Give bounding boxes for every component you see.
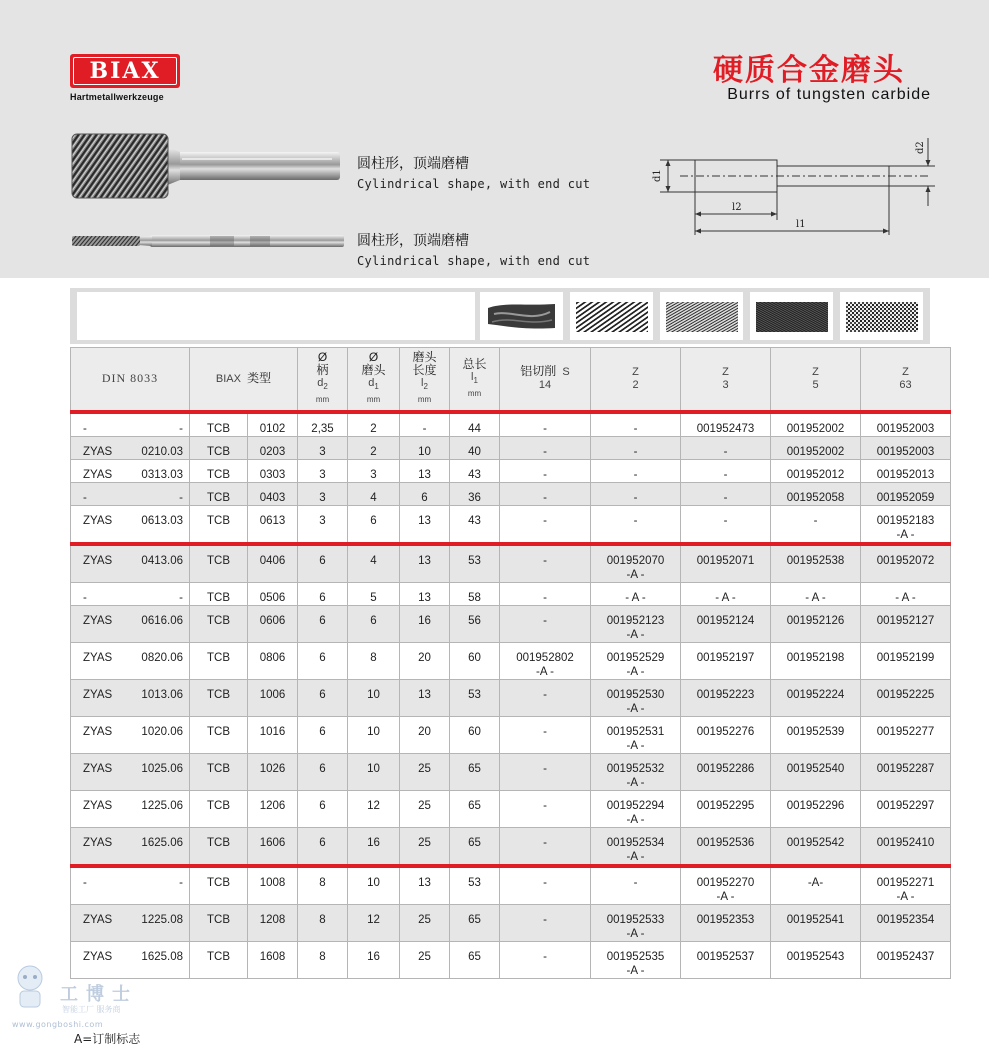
diagram-l1-label: l1 — [796, 219, 806, 230]
cell-z63: 001952437 — [861, 941, 951, 978]
cell-s14: - — [500, 459, 591, 482]
col-total-length: 总长 $l_1$ mm — [450, 348, 500, 412]
watermark — [10, 962, 160, 1032]
cell-z5: 001952296 — [771, 790, 861, 827]
cell-z5: 001952126 — [771, 605, 861, 642]
cut-z3-image — [660, 292, 743, 340]
cell-l2: 25 — [400, 790, 450, 827]
cell-l1: 65 — [450, 941, 500, 978]
cell-l1: 65 — [450, 790, 500, 827]
cell-d1: 10 — [348, 679, 400, 716]
cell-l1: 65 — [450, 753, 500, 790]
cell-s14: - — [500, 941, 591, 978]
cell-z2: 001952535 -A - — [591, 941, 681, 978]
cell-l1: 53 — [450, 679, 500, 716]
table-row — [71, 866, 951, 905]
cell-biax: TCB — [190, 605, 248, 642]
cell-din: - - — [71, 866, 190, 905]
cell-z3: 001952276 — [681, 716, 771, 753]
cell-z63: 001952354 — [861, 904, 951, 941]
cell-d2: 8 — [298, 941, 348, 978]
cell-z5: 001952543 — [771, 941, 861, 978]
logo-subtitle: Hartmetallwerkzeuge — [70, 92, 164, 102]
cell-z3: 001952353 — [681, 904, 771, 941]
cell-l1: 58 — [450, 582, 500, 605]
cell-z5: -A- — [771, 866, 861, 905]
cell-z63: 001952013 — [861, 459, 951, 482]
cell-type: 0203 — [248, 436, 298, 459]
tool-1-desc-en: Cylindrical shape, with end cut — [357, 177, 591, 191]
table-row — [71, 679, 951, 716]
cylindrical-burr-large-image — [70, 128, 342, 202]
table-header-row — [71, 348, 951, 412]
cell-z2: - A - — [591, 582, 681, 605]
table-row — [71, 436, 951, 459]
cell-z2: - — [591, 459, 681, 482]
cut-z63-image — [840, 292, 923, 340]
cell-z5: - — [771, 505, 861, 544]
cell-s14: - — [500, 790, 591, 827]
cell-z5: 001952540 — [771, 753, 861, 790]
cell-biax: TCB — [190, 790, 248, 827]
cell-d2: 6 — [298, 544, 348, 583]
cell-biax: TCB — [190, 941, 248, 978]
cell-z3: 001952197 — [681, 642, 771, 679]
cell-z5: 001952058 — [771, 482, 861, 505]
cell-l2: 25 — [400, 941, 450, 978]
cell-d1: 10 — [348, 866, 400, 905]
cell-z63: 001952059 — [861, 482, 951, 505]
cell-z63: 001952271 -A - — [861, 866, 951, 905]
cell-biax: TCB — [190, 904, 248, 941]
cut-s14-aluminium-image — [480, 292, 563, 340]
cell-z5: 001952198 — [771, 642, 861, 679]
cut-z5-image — [750, 292, 833, 340]
cell-l1: 40 — [450, 436, 500, 459]
cell-d1: 16 — [348, 827, 400, 866]
cell-s14: - — [500, 605, 591, 642]
cell-din: - - — [71, 482, 190, 505]
strip-blank-area — [77, 292, 475, 340]
cell-din: ZYAS 1025.06 — [71, 753, 190, 790]
col-head-length: 磨头 长度 $l_2$ mm — [400, 348, 450, 412]
cell-z2: 001952532 -A - — [591, 753, 681, 790]
cell-l2: 16 — [400, 605, 450, 642]
cell-din: ZYAS 1225.06 — [71, 790, 190, 827]
cell-s14: - — [500, 827, 591, 866]
cell-z63: 001952127 — [861, 605, 951, 642]
col-din: DIN 8033 — [71, 348, 190, 412]
cell-s14: - — [500, 679, 591, 716]
cell-d2: 3 — [298, 459, 348, 482]
cell-z5: 001952012 — [771, 459, 861, 482]
biax-logo — [70, 54, 180, 88]
cell-l2: 13 — [400, 544, 450, 583]
cell-s14: - — [500, 436, 591, 459]
cell-d1: 12 — [348, 904, 400, 941]
cell-type: 1016 — [248, 716, 298, 753]
cell-z2: 001952534 -A - — [591, 827, 681, 866]
cell-z63: 001952277 — [861, 716, 951, 753]
cell-d1: 10 — [348, 716, 400, 753]
cell-din: - - — [71, 582, 190, 605]
cell-l1: 53 — [450, 544, 500, 583]
cell-l2: 25 — [400, 904, 450, 941]
col-z3: Z 3 — [681, 348, 771, 412]
watermark-url: www.gongboshi.com — [12, 1020, 104, 1029]
cell-l2: 20 — [400, 716, 450, 753]
cell-z3: - — [681, 436, 771, 459]
cell-type: 0303 — [248, 459, 298, 482]
cell-l1: 56 — [450, 605, 500, 642]
col-z63: Z 63 — [861, 348, 951, 412]
cell-l2: 20 — [400, 642, 450, 679]
cell-type: 0403 — [248, 482, 298, 505]
watermark-brand: 工博士 — [60, 984, 138, 1005]
cell-type: 0806 — [248, 642, 298, 679]
table-row — [71, 459, 951, 482]
cell-din: ZYAS 0616.06 — [71, 605, 190, 642]
page-title-en: Burrs of tungsten carbide — [727, 86, 931, 103]
cell-z5: 001952002 — [771, 412, 861, 437]
cell-z5: 001952539 — [771, 716, 861, 753]
cell-type: 0406 — [248, 544, 298, 583]
cell-l1: 44 — [450, 412, 500, 437]
cell-z5: 001952541 — [771, 904, 861, 941]
tool-2-desc-en: Cylindrical shape, with end cut — [357, 254, 591, 268]
cell-z2: 001952070 -A - — [591, 544, 681, 583]
burr-specification-table — [70, 347, 951, 979]
cell-biax: TCB — [190, 679, 248, 716]
cell-biax: TCB — [190, 505, 248, 544]
logo-text: BIAX — [73, 57, 177, 85]
cell-z2: - — [591, 482, 681, 505]
cell-d1: 8 — [348, 642, 400, 679]
cell-type: 1208 — [248, 904, 298, 941]
cell-d2: 6 — [298, 827, 348, 866]
cell-l2: 25 — [400, 753, 450, 790]
watermark-slogan: 智能工厂 服务商 — [62, 1005, 121, 1014]
cell-din: ZYAS 0820.06 — [71, 642, 190, 679]
cell-type: 1026 — [248, 753, 298, 790]
cell-d2: 6 — [298, 790, 348, 827]
diagram-l2-label: l2 — [732, 202, 742, 213]
cell-z2: 001952294 -A - — [591, 790, 681, 827]
cell-z3: 001952223 — [681, 679, 771, 716]
cut-z2-image — [570, 292, 653, 340]
cell-s14: - — [500, 505, 591, 544]
cell-l1: 60 — [450, 642, 500, 679]
cell-din: ZYAS 0413.06 — [71, 544, 190, 583]
cell-l2: 6 — [400, 482, 450, 505]
cell-z5: 001952002 — [771, 436, 861, 459]
cell-d2: 6 — [298, 716, 348, 753]
cell-d1: 4 — [348, 544, 400, 583]
cell-z63: 001952183 -A - — [861, 505, 951, 544]
cell-z63: 001952003 — [861, 436, 951, 459]
cell-type: 0506 — [248, 582, 298, 605]
cell-s14: - — [500, 753, 591, 790]
cell-s14: - — [500, 482, 591, 505]
col-z5: Z 5 — [771, 348, 861, 412]
col-biax-type: BIAX 类型 — [190, 348, 298, 412]
cell-s14: - — [500, 866, 591, 905]
cell-z2: 001952123 -A - — [591, 605, 681, 642]
cell-z5: - A - — [771, 582, 861, 605]
cell-z2: 001952533 -A - — [591, 904, 681, 941]
cell-l2: 10 — [400, 436, 450, 459]
col-shank-diameter: Ø 柄 $d_2$ mm — [298, 348, 348, 412]
diagram-d2-label: d2 — [915, 141, 926, 154]
col-z2: Z 2 — [591, 348, 681, 412]
cell-type: 1206 — [248, 790, 298, 827]
cell-l1: 65 — [450, 904, 500, 941]
cell-z5: 001952542 — [771, 827, 861, 866]
cell-type: 1608 — [248, 941, 298, 978]
cell-d1: 3 — [348, 459, 400, 482]
cell-d1: 5 — [348, 582, 400, 605]
cell-s14: 001952802 -A - — [500, 642, 591, 679]
cell-biax: TCB — [190, 482, 248, 505]
cell-biax: TCB — [190, 866, 248, 905]
table-row — [71, 716, 951, 753]
cell-din: ZYAS 0313.03 — [71, 459, 190, 482]
cell-type: 0606 — [248, 605, 298, 642]
table-row — [71, 544, 951, 583]
cell-din: ZYAS 1020.06 — [71, 716, 190, 753]
table-row — [71, 753, 951, 790]
cell-s14: - — [500, 716, 591, 753]
cell-z3: 001952071 — [681, 544, 771, 583]
cell-din: ZYAS 1625.06 — [71, 827, 190, 866]
cell-biax: TCB — [190, 436, 248, 459]
cell-biax: TCB — [190, 412, 248, 437]
cylindrical-burr-small-image — [70, 228, 346, 254]
cell-z3: 001952473 — [681, 412, 771, 437]
col-s14: 铝切削 S 14 — [500, 348, 591, 412]
cell-din: ZYAS 1625.08 — [71, 941, 190, 978]
cell-type: 1006 — [248, 679, 298, 716]
cell-din: ZYAS 1013.06 — [71, 679, 190, 716]
cell-d2: 6 — [298, 642, 348, 679]
cell-d1: 10 — [348, 753, 400, 790]
cell-biax: TCB — [190, 716, 248, 753]
cell-type: 0102 — [248, 412, 298, 437]
cell-din: ZYAS 0613.03 — [71, 505, 190, 544]
cell-d2: 3 — [298, 482, 348, 505]
cell-d2: 3 — [298, 436, 348, 459]
table-row — [71, 827, 951, 866]
cell-z2: 001952531 -A - — [591, 716, 681, 753]
table-row — [71, 941, 951, 978]
cell-l2: 13 — [400, 505, 450, 544]
tool-1-description — [357, 153, 590, 191]
cell-z63: 001952297 — [861, 790, 951, 827]
cell-d2: 8 — [298, 904, 348, 941]
cell-d2: 2,35 — [298, 412, 348, 437]
cell-d1: 2 — [348, 412, 400, 437]
table-row — [71, 482, 951, 505]
cell-z2: - — [591, 866, 681, 905]
cell-d2: 8 — [298, 866, 348, 905]
cell-type: 0613 — [248, 505, 298, 544]
cell-biax: TCB — [190, 582, 248, 605]
cell-z63: 001952225 — [861, 679, 951, 716]
cell-s14: - — [500, 412, 591, 437]
tool-2-desc-cn: 圆柱形，顶端磨槽 — [357, 233, 469, 249]
cell-z3: - A - — [681, 582, 771, 605]
cell-d2: 3 — [298, 505, 348, 544]
cell-d2: 6 — [298, 753, 348, 790]
cell-l2: 13 — [400, 866, 450, 905]
cell-l2: 13 — [400, 459, 450, 482]
cell-l2: - — [400, 412, 450, 437]
table-row — [71, 582, 951, 605]
cell-z63: - A - — [861, 582, 951, 605]
cell-z63: 001952072 — [861, 544, 951, 583]
cell-z3: 001952295 — [681, 790, 771, 827]
cell-z5: 001952224 — [771, 679, 861, 716]
cell-l1: 36 — [450, 482, 500, 505]
cell-din: ZYAS 1225.08 — [71, 904, 190, 941]
cell-z3: 001952270 -A - — [681, 866, 771, 905]
cell-d1: 2 — [348, 436, 400, 459]
cell-z3: - — [681, 482, 771, 505]
cell-biax: TCB — [190, 753, 248, 790]
col-head-diameter: Ø 磨头 $d_1$ mm — [348, 348, 400, 412]
table-row — [71, 790, 951, 827]
cell-d1: 12 — [348, 790, 400, 827]
cell-l1: 60 — [450, 716, 500, 753]
cell-d1: 16 — [348, 941, 400, 978]
cell-l1: 43 — [450, 505, 500, 544]
cell-z3: - — [681, 505, 771, 544]
cell-biax: TCB — [190, 459, 248, 482]
cell-z63: 001952199 — [861, 642, 951, 679]
cell-type: 1008 — [248, 866, 298, 905]
cell-l1: 65 — [450, 827, 500, 866]
cell-z3: 001952537 — [681, 941, 771, 978]
cell-d2: 6 — [298, 605, 348, 642]
diagram-d1-label: d1 — [652, 169, 663, 182]
cell-z2: - — [591, 505, 681, 544]
table-row — [71, 505, 951, 544]
cell-z63: 001952287 — [861, 753, 951, 790]
table-row — [71, 605, 951, 642]
page-header — [0, 0, 989, 278]
cell-d1: 6 — [348, 505, 400, 544]
cell-d2: 6 — [298, 582, 348, 605]
cell-z63: 001952410 — [861, 827, 951, 866]
page-title-cn: 硬质合金磨头 — [713, 53, 905, 88]
footnote: A=订制标志 — [74, 1032, 141, 1046]
cell-s14: - — [500, 544, 591, 583]
table-row — [71, 412, 951, 437]
cut-type-strip — [70, 288, 930, 344]
cell-z3: 001952286 — [681, 753, 771, 790]
cell-z63: 001952003 — [861, 412, 951, 437]
cell-din: ZYAS 0210.03 — [71, 436, 190, 459]
cell-biax: TCB — [190, 642, 248, 679]
cell-z5: 001952538 — [771, 544, 861, 583]
cell-l1: 53 — [450, 866, 500, 905]
cell-l2: 13 — [400, 679, 450, 716]
cell-s14: - — [500, 582, 591, 605]
cell-type: 1606 — [248, 827, 298, 866]
cell-d1: 4 — [348, 482, 400, 505]
cell-z3: - — [681, 459, 771, 482]
robot-mascot-icon — [10, 962, 50, 1012]
cell-z2: - — [591, 412, 681, 437]
tool-2-description — [357, 230, 590, 268]
dimension-diagram — [640, 130, 940, 245]
cell-din: - - — [71, 412, 190, 437]
cell-s14: - — [500, 904, 591, 941]
cell-biax: TCB — [190, 827, 248, 866]
cell-d1: 6 — [348, 605, 400, 642]
cell-biax: TCB — [190, 544, 248, 583]
cell-z2: 001952530 -A - — [591, 679, 681, 716]
cell-d2: 6 — [298, 679, 348, 716]
tool-1-desc-cn: 圆柱形，顶端磨槽 — [357, 156, 469, 172]
cell-l2: 25 — [400, 827, 450, 866]
table-body — [71, 412, 951, 979]
cell-z2: - — [591, 436, 681, 459]
cell-z3: 001952536 — [681, 827, 771, 866]
cell-z2: 001952529 -A - — [591, 642, 681, 679]
cell-l1: 43 — [450, 459, 500, 482]
cell-z3: 001952124 — [681, 605, 771, 642]
table-row — [71, 904, 951, 941]
cell-l2: 13 — [400, 582, 450, 605]
table-row — [71, 642, 951, 679]
